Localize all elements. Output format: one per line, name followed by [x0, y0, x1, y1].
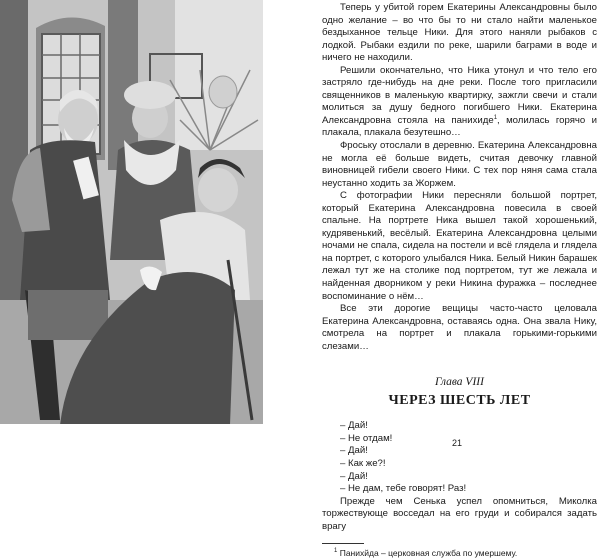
footnote: $^1$ Панихйда – церковная служба по умершему.	[334, 548, 518, 559]
chapter-title: ЧЕРЕЗ ШЕСТЬ ЛЕТ	[388, 393, 531, 409]
dialogue-block	[322, 420, 597, 495]
paragraph: Решили окончательно, что Ника утонул и что тело его застряло где-нибудь на дне реки. После того пригласили священников в маленькую квартирку, зажгли свечи и стали молиться за душу бедного погибшего Ники. Екатерина Александровна стояла на панихиде$^1$, молилась горячо и плакала, плакала безутешно…	[322, 64, 597, 139]
dialogue-line: – Дай!	[340, 470, 368, 482]
footnote-mark: 1	[334, 548, 338, 555]
illustration-art	[0, 0, 263, 428]
dialogue-line: – Дай!	[340, 420, 368, 432]
illustration	[0, 0, 263, 428]
paragraph: Все эти дорогие вещицы часто-часто целовала Екатерина Александровна, оставаясь одна. Она звала Нику, смотрела на портрет и плакала горькими-горькими слезами…	[322, 303, 597, 352]
dialogue-line: – Как же?!	[340, 457, 386, 469]
footnote-divider	[322, 543, 364, 544]
chapter-heading	[322, 375, 597, 410]
dialogue-line: – Дай!	[340, 445, 368, 457]
paragraph: Фроську отослали в деревню. Екатерина Александровна не могла её больше видеть, считая девочку главной виновницей гибели своего Ники. С тех пор няня сама стала неустанно ходить за Жоржем.	[322, 140, 597, 189]
paragraph: Прежде чем Сенька успел опомниться, Миколка торжествующе восседал на его груди и собирался задать врагу	[322, 495, 597, 532]
text-column	[322, 2, 597, 559]
footnote-reference: 1	[493, 114, 498, 121]
dialogue-line: – Не дам, тебе говорят! Раз!	[340, 483, 467, 495]
page-number: 21	[452, 438, 463, 448]
dialogue-line: – Не отдам!	[340, 432, 393, 444]
paragraph: С фотографии Ники пересняли большой портрет, который Екатерина Александровна повесила в своей спальне. На портрете Ника вышел такой хорошенький, кудрявенький, весёлый. Екатерина Александровна целыми ночами не спала, сидела на постели и всё глядела и глядела на портрет, с которого улыбался Ника. Белый Никин барашек лежал тут же на столике под портретом, тут же лежала и найденная дворником у реки Никина фуражка – последнее воспоминание о нём…	[322, 190, 597, 302]
paragraph: Теперь у убитой горем Екатерины Александровны было одно желание – во что бы то ни стало найти маленькое бездыханное тельце Ники. Для этого наняли рыбаков с лодкой. Рыбаки ездили по реке, шарили баграми в воде и ничего не находили.	[322, 2, 597, 64]
chapter-label: Глава VIII	[435, 376, 484, 389]
